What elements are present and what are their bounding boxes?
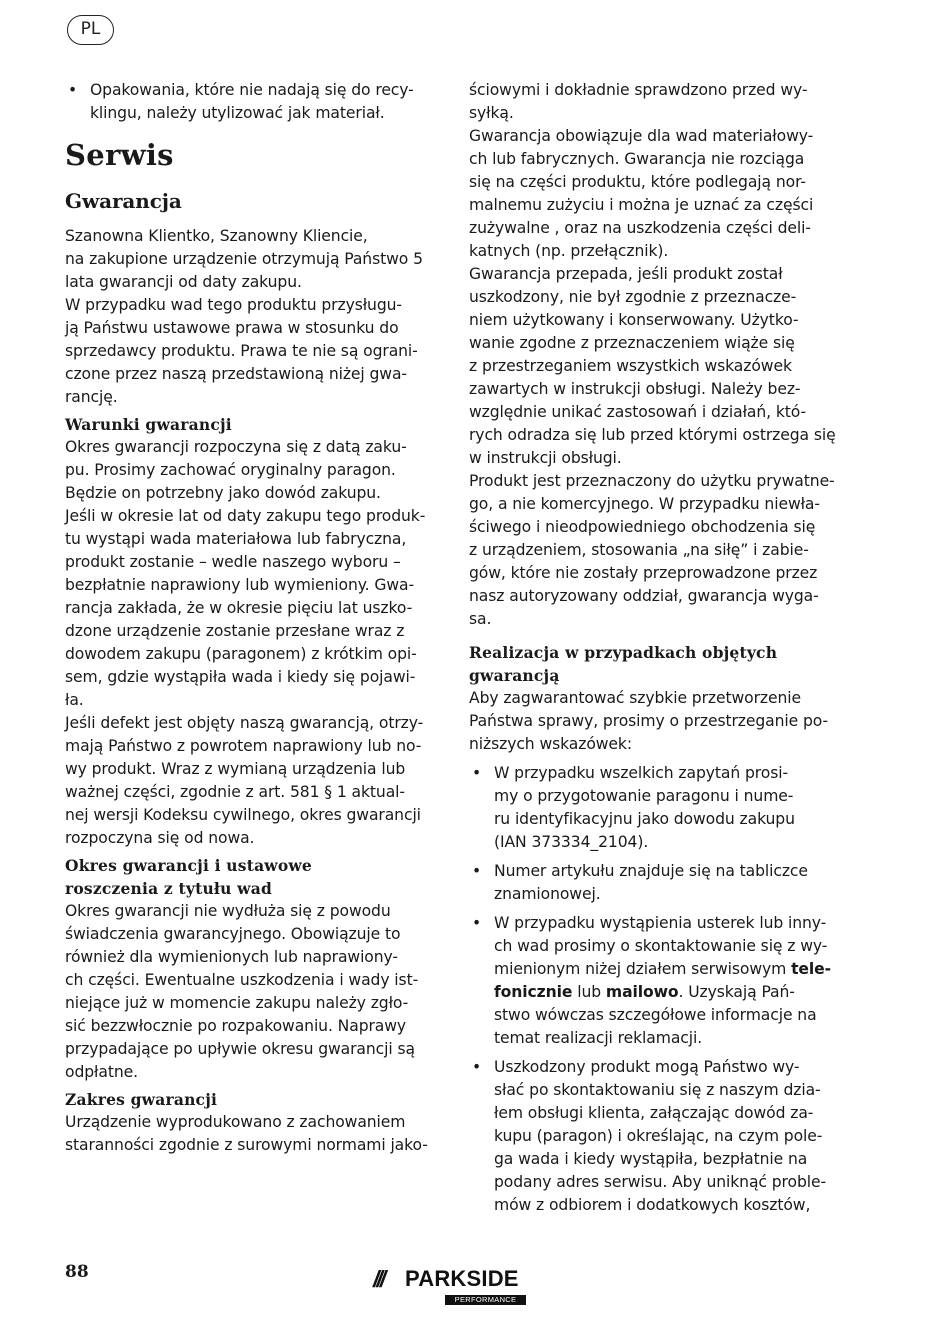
heading-line: gwarancją bbox=[469, 666, 560, 685]
text-line: produkt zostanie – wedle naszego wyboru – bbox=[65, 553, 401, 571]
paragraph-defect-repair bbox=[65, 505, 437, 712]
text-line: temat realizacji reklamacji. bbox=[494, 1029, 703, 1047]
right-column bbox=[469, 79, 841, 1217]
text-line: (IAN 373334_2104). bbox=[494, 833, 649, 851]
text-line: Gwarancja przepada, jeśli produkt został bbox=[469, 265, 783, 283]
section-title: Serwis bbox=[65, 138, 174, 172]
text-line: Produkt jest przeznaczony do użytku prywatne- bbox=[469, 472, 835, 490]
text-line: wy produkt. Wraz z wymianą urządzenia lub bbox=[65, 760, 406, 778]
text-line: katnych (np. przełącznik). bbox=[469, 242, 669, 260]
bullet-icon: • bbox=[68, 81, 78, 99]
text-line: ch lub fabrycznych. Gwarancja nie rozciąga bbox=[469, 150, 805, 168]
text-line: niejące już w momencie zakupu należy zgło- bbox=[65, 994, 409, 1012]
warranty-heading: Gwarancja bbox=[65, 189, 182, 213]
text-line: mają Państwo z powrotem naprawiony lub no- bbox=[65, 737, 422, 755]
logo-subline: PERFORMANCE bbox=[445, 1295, 526, 1305]
text-line: niem użytkowany i konserwowany. Użytko- bbox=[469, 311, 799, 329]
text-line: dzone urządzenie zostanie przesłane wraz z bbox=[65, 622, 405, 640]
text-line: stwo wówczas szczegółowe informacje na bbox=[494, 1006, 817, 1024]
paragraph-private-use bbox=[469, 470, 841, 631]
page-number: 88 bbox=[65, 1262, 89, 1282]
text-line: bezpłatnie naprawiony lub wymieniony. Gwa- bbox=[65, 576, 414, 594]
period-heading bbox=[65, 854, 437, 900]
text-line: sa. bbox=[469, 610, 492, 628]
heading-line: Realizacja w przypadkach objętych bbox=[469, 643, 778, 662]
parkside-logo bbox=[373, 1266, 527, 1306]
text-line: podany adres serwisu. Aby uniknąć proble- bbox=[494, 1173, 827, 1191]
text-line: staranności zgodnie z surowymi normami jako- bbox=[65, 1136, 428, 1154]
text-line: kupu (paragon) i określając, na czym pole- bbox=[494, 1127, 823, 1145]
language-badge: PL bbox=[67, 15, 114, 45]
text-line: świadczenia gwarancyjnego. Obowiązuje to bbox=[65, 925, 401, 943]
text-line: Szanowna Klientko, Szanowny Kliencie, bbox=[65, 227, 368, 245]
text-line: sprzedawcy produktu. Prawa te nie są ograni- bbox=[65, 342, 418, 360]
text-line: czone przez naszą przedstawioną niżej gwa- bbox=[65, 365, 407, 383]
text-line: łem obsługi klienta, załączając dowód za- bbox=[494, 1104, 814, 1122]
text-run: . Uzyskają Pań- bbox=[678, 983, 795, 1001]
text-line: ściowymi i dokładnie sprawdzono przed wy- bbox=[469, 81, 808, 99]
text-line: rancję. bbox=[65, 388, 118, 406]
text-line: W przypadku wszelkich zapytań prosi- bbox=[494, 764, 788, 782]
text-line: syłką. bbox=[469, 104, 514, 122]
text-line: słać po skontaktowaniu się z naszym dzia- bbox=[494, 1081, 821, 1099]
bullet-icon: • bbox=[472, 862, 482, 880]
emphasis-email: mailowo bbox=[605, 983, 679, 1001]
text-line: Okres gwarancji rozpoczyna się z datą zaku- bbox=[65, 438, 407, 456]
text-line: Aby zagwarantować szybkie przetworzenie bbox=[469, 689, 801, 707]
heading-line: roszczenia z tytułu wad bbox=[65, 879, 272, 898]
bullet-contact-service bbox=[469, 912, 841, 1050]
text-line: Uszkodzony produkt mogą Państwo wy- bbox=[494, 1058, 800, 1076]
text-line: znamionowej. bbox=[494, 885, 601, 903]
text-line bbox=[494, 958, 841, 981]
paragraph-period-start bbox=[65, 436, 437, 505]
text-line: z przestrzeganiem wszystkich wskazówek bbox=[469, 357, 792, 375]
text-line: Jeśli defekt jest objęty naszą gwarancją, otrzy- bbox=[65, 714, 424, 732]
text-line: Numer artykułu znajduje się na tabliczce bbox=[494, 862, 808, 880]
text-line bbox=[494, 981, 841, 1004]
text-line: Urządzenie wyprodukowano z zachowaniem bbox=[65, 1113, 406, 1131]
text-line: mów z odbiorem i dodatkowych kosztów, bbox=[494, 1196, 811, 1214]
text-line: rozpoczyna się od nowa. bbox=[65, 829, 255, 847]
text-line: W przypadku wad tego produktu przysługu- bbox=[65, 296, 402, 314]
text-line: Jeśli w okresie lat od daty zakupu tego produk- bbox=[65, 507, 426, 525]
bullet-icon: • bbox=[472, 1058, 482, 1076]
text-line: ła. bbox=[65, 691, 84, 709]
emphasis-phone: fonicznie bbox=[494, 983, 573, 1001]
conditions-heading: Warunki gwarancji bbox=[65, 415, 232, 434]
bullet-receipt bbox=[469, 762, 841, 854]
left-column bbox=[65, 79, 437, 1157]
text-line: również dla wymienionych lub naprawiony- bbox=[65, 948, 398, 966]
bullet-send-product bbox=[469, 1056, 841, 1217]
text-line: klingu, należy utylizować jak materiał. bbox=[90, 104, 385, 122]
text-line: ch wad prosimy o skontaktowanie się z wy- bbox=[494, 937, 828, 955]
text-line: ściwego i nieodpowiedniego obchodzenia się bbox=[469, 518, 816, 536]
text-line: sić bezzwłocznie po rozpakowaniu. Naprawy bbox=[65, 1017, 407, 1035]
text-line: malnemu zużyciu i można je uznać za części bbox=[469, 196, 814, 214]
text-line: my o przygotowanie paragonu i nume- bbox=[494, 787, 794, 805]
claims-heading bbox=[469, 641, 841, 687]
bullet-icon: • bbox=[472, 764, 482, 782]
paragraph-manufacturing bbox=[65, 1111, 437, 1157]
text-line: w instrukcji obsługi. bbox=[469, 449, 622, 467]
paragraph-greeting bbox=[65, 225, 437, 294]
text-run: mienionym niżej działem serwisowym bbox=[494, 960, 792, 978]
text-line: zużywalne , oraz na uszkodzenia części deli- bbox=[469, 219, 811, 237]
text-line: zawartych w instrukcji obsługi. Należy bez- bbox=[469, 380, 801, 398]
text-line: uszkodzony, nie był zgodnie z przeznacze- bbox=[469, 288, 797, 306]
text-line: Państwa sprawy, prosimy o przestrzeganie po- bbox=[469, 712, 829, 730]
text-line: pu. Prosimy zachować oryginalny paragon. bbox=[65, 461, 396, 479]
heading-line: Okres gwarancji i ustawowe bbox=[65, 856, 312, 875]
paragraph-defect-covered bbox=[65, 712, 437, 850]
text-line: tu wystąpi wada materiałowa lub fabryczna, bbox=[65, 530, 407, 548]
paragraph-period-extension bbox=[65, 900, 437, 1084]
text-line: W przypadku wystąpienia usterek lub inny- bbox=[494, 914, 827, 932]
text-line: Będzie on potrzebny jako dowód zakupu. bbox=[65, 484, 381, 502]
text-line: odpłatne. bbox=[65, 1063, 138, 1081]
text-line: niższych wskazówek: bbox=[469, 735, 632, 753]
emphasis-phone: tele- bbox=[791, 960, 832, 978]
text-line: lata gwarancji od daty zakupu. bbox=[65, 273, 302, 291]
text-line: gów, które nie zostały przeprowadzone przez bbox=[469, 564, 818, 582]
text-line: ch części. Ewentualne uszkodzenia i wady ist- bbox=[65, 971, 419, 989]
logo-wordmark: PARKSIDE bbox=[405, 1266, 519, 1291]
paragraph-claims-intro bbox=[469, 687, 841, 756]
bullet-icon: • bbox=[472, 914, 482, 932]
text-line: nasz autoryzowany oddział, gwarancja wyga- bbox=[469, 587, 819, 605]
text-line: ga wada i kiedy wystąpiła, bezpłatnie na bbox=[494, 1150, 808, 1168]
paragraph-warranty-coverage bbox=[469, 125, 841, 263]
text-line: wanie zgodne z przeznaczeniem wiąże się bbox=[469, 334, 795, 352]
text-line: sem, gdzie wystąpiła wada i kiedy się pojawi- bbox=[65, 668, 416, 686]
text-line: rych odradza się lub przed którymi ostrzega się bbox=[469, 426, 836, 444]
scope-heading: Zakres gwarancji bbox=[65, 1090, 218, 1109]
text-line: na zakupione urządzenie otrzymują Państwo 5 bbox=[65, 250, 423, 268]
paragraph-statutory-rights bbox=[65, 294, 437, 409]
text-run: lub bbox=[572, 983, 606, 1001]
text-line: ją Państwu ustawowe prawa w stosunku do bbox=[65, 319, 399, 337]
paragraph-warranty-void bbox=[469, 263, 841, 470]
text-line: z urządzeniem, stosowania „na siłę” i zabie- bbox=[469, 541, 809, 559]
text-line: ru identyfikacyjnu jako dowodu zakupu bbox=[494, 810, 795, 828]
text-line: go, a nie komercyjnego. W przypadku niewła- bbox=[469, 495, 820, 513]
logo-slashes-icon: /// bbox=[373, 1266, 384, 1292]
bullet-article-number bbox=[469, 860, 841, 906]
text-line: dowodem zakupu (paragonem) z krótkim opi- bbox=[65, 645, 417, 663]
text-line: się na części produktu, które podlegają nor- bbox=[469, 173, 806, 191]
text-line: rancja zakłada, że w okresie pięciu lat uszko- bbox=[65, 599, 413, 617]
paragraph-quality-check bbox=[469, 79, 841, 125]
text-line: Gwarancja obowiązuje dla wad materiałowy- bbox=[469, 127, 814, 145]
text-line: Opakowania, które nie nadają się do recy- bbox=[90, 81, 414, 99]
text-line: nej wersji Kodeksu cywilnego, okres gwarancji bbox=[65, 806, 421, 824]
text-line: ważnej części, zgodnie z art. 581 § 1 aktual- bbox=[65, 783, 405, 801]
text-line: przypadające po upływie okresu gwarancji są bbox=[65, 1040, 415, 1058]
text-line: względnie unikać zastosowań i działań, któ- bbox=[469, 403, 807, 421]
text-line: Okres gwarancji nie wydłuża się z powodu bbox=[65, 902, 391, 920]
recycling-bullet bbox=[65, 79, 437, 125]
